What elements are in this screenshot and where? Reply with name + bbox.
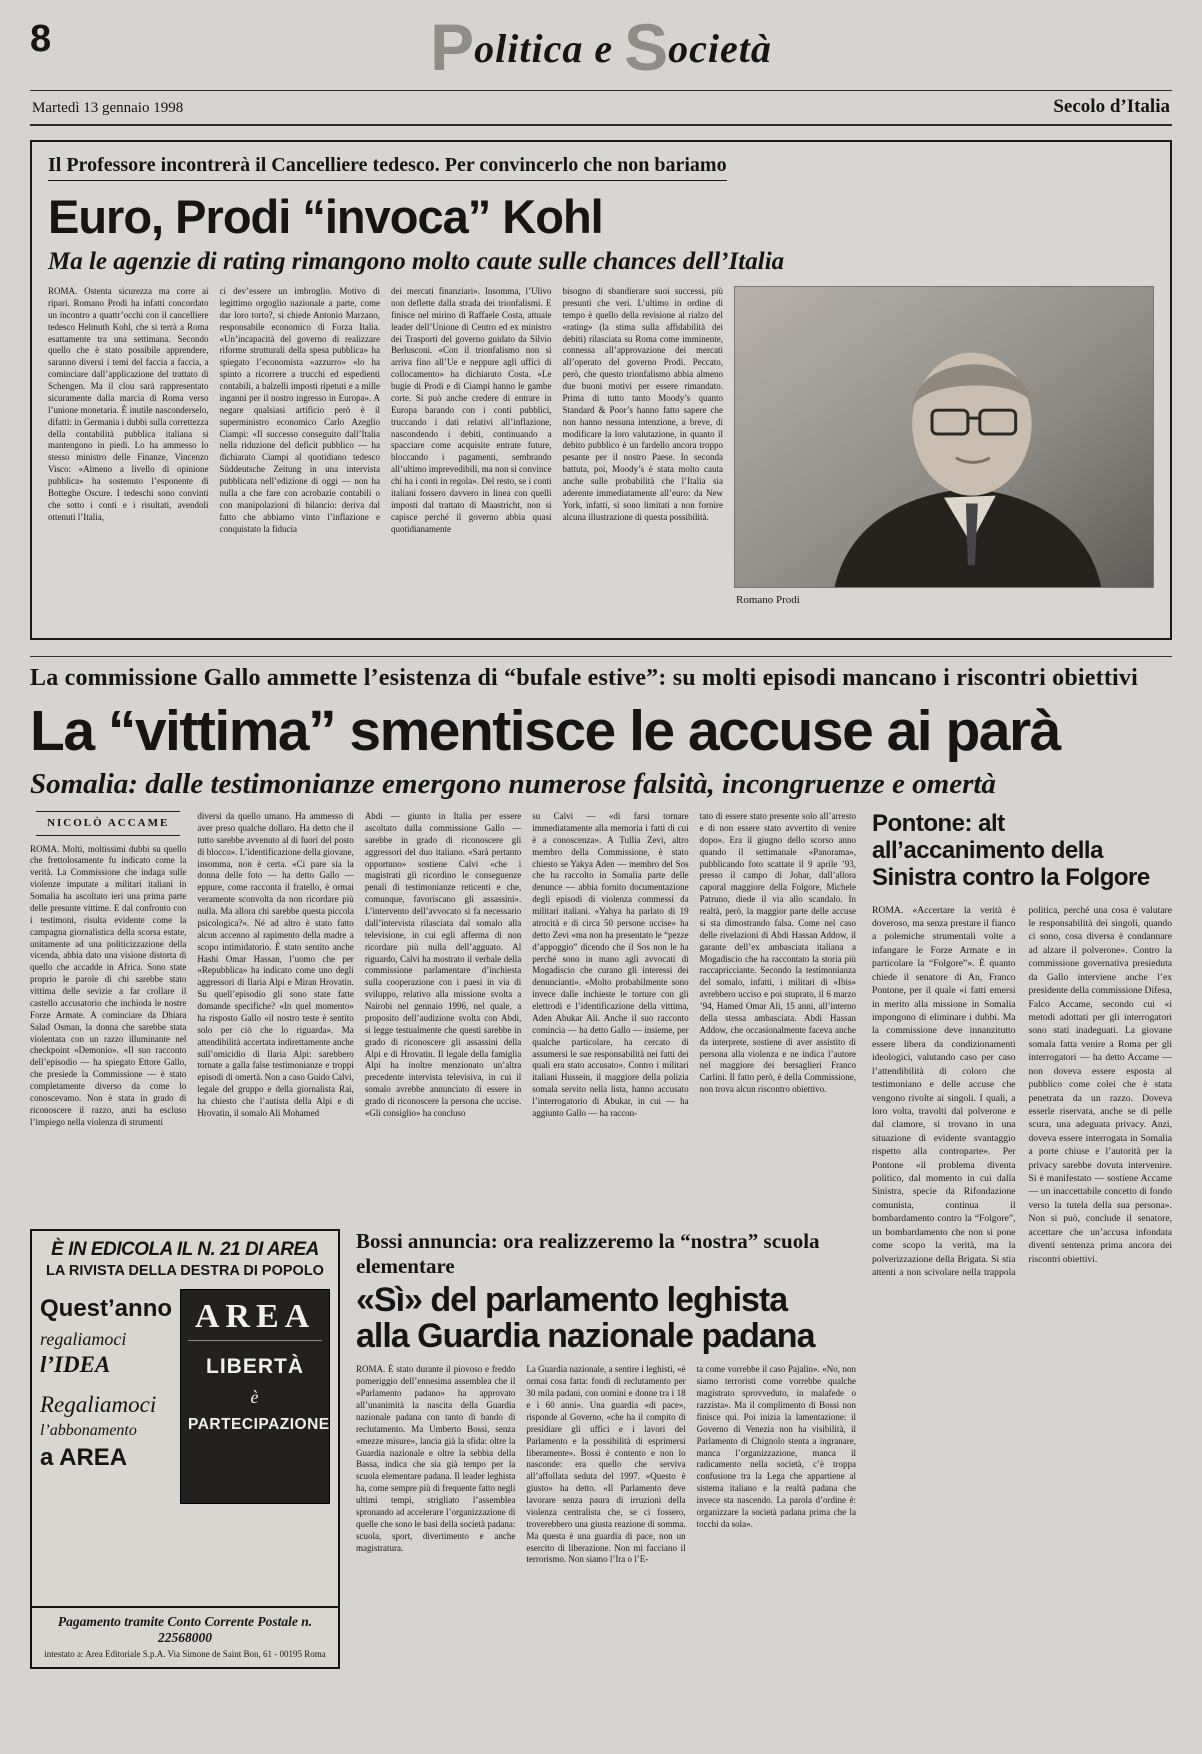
article2-subhead: Somalia: dalle testimonianze emergono numerose falsità, incongruenze e omertà <box>30 768 996 800</box>
article-bossi-guardia <box>356 1229 856 1694</box>
article2-byline: NICOLÒ ACCAME <box>36 811 180 836</box>
ad-promo-line-6: a AREA <box>40 1444 128 1471</box>
ad-payment-strip <box>32 1606 338 1667</box>
article2-column-1-text: ROMA. Molti, moltissimi dubbi su quello che frettolosamente fu indicato come la verità. La Commissione che indaga sulle violenze imputate a militari italiani in Somalia ha ascoltato ieri una prima parte delle presunte vittime. E dal confronto con i testimoni, risulta evidente come la campagna giornalistica della scorsa estate, unitamente ad una politicizzazione della vicenda, abbia dato una visione distorta di quello che accadde in Africa. Sono state proprio le parole di chi sarebbe stato vittima delle sevizie a far crollare il castello accusatorio che inchioda le nostre Forze Armate. A cominciare da Dhiara Salad Osman, la donna che sarebbe stata violentata con un razzo illuminante nel checkpoint «Demonio». «Il suo racconto dell’episodio — ha spiegato Ettore Gallo, che presiede la Commissione — è stato completamente diverso da come lo conoscevamo. Non è stata in grado di riconoscere il razzo, anzi ha escluso l’impiego nella violenza di strumenti <box>30 843 187 1127</box>
ad-headline: È IN EDICOLA IL N. 21 DI AREA <box>51 1239 319 1260</box>
prodi-photo <box>734 286 1154 588</box>
article-pontone-sidebar <box>872 811 1172 1694</box>
article2-column-4: su Calvi — «di farsi tornare immediatamente alla memoria i fatti di cui è a conoscenza». A Tullia Zevi, altro membro della Commissione, è stato chiesto se Yakya Aden — membro del Sos che ha raccolto in Somalia parte delle denunce — abbia fornito documentazione degli episodi di violenza commessi da militari italiani. «Yahya ha parlato di 19 atrocità e di circa 50 persone uccise» ha detto Zevi «ma non ha presentato le “pezze d’appoggio” dicendo che il Sos non le ha perché sono in mano agli avvocati di Mogadiscio che curano gli interessi dei denuncianti». «Molto probabilmente sono invece dalle inchieste le torture con gli elettrodi e l’identificazione della vittima, Aden Abukar Ali. Anche il suo racconto comincia — ha detto Gallo — insieme, per qualche particolare, ha cercato di assumersi le sue responsabilità nei fatti dei quali era stato accusato». Contro i militari italiani Hussein, il maggiore della polizia somala servito nella lista, hanno accusato l’interrogatorio di Abukar, in cui — ha aggiunto Gallo — ha raccon- <box>532 811 689 1118</box>
ad-promo-line-4: Regaliamoci <box>40 1392 157 1417</box>
masthead-divider-bottom <box>30 124 1172 126</box>
article1-kicker: Il Professore incontrerà il Cancelliere tedesco. Per convincerlo che non bariamo <box>48 154 727 181</box>
article3-column-2: La Guardia nazionale, a sentire i leghisti, «è ormai cosa fatta: fondi di reclutamento per 30 mila padani, con uomini e donne tra i 18 e i 60 anni». Una guardia «di pace», risponde al Governo, «che ha il compito di presidiare gli uffici e i lavori del Parlamento e la possibilità di esprimersi liberamente». Bossi è contento e non lo nasconde: era quello che serviva all’affollata seduta del 1997. «Questo è giusto» ha detto. «Il Parlamento deve lavorare senza paura di irruzioni della violenza centralista che, se ci fossero, troverebbero una giusta reazione di somma. Ma questa è una guardia di pace, non un esercito di liberazione. Non mi facciano il terrorismo. Non siamo l’Ira o l’E- <box>526 1364 686 1565</box>
article3-headline-line-1: «Sì» del parlamento leghista <box>356 1281 788 1319</box>
article-somalia-body <box>30 811 856 1213</box>
article2-column-3: Abdi — giunto in Italia per essere ascoltato dalla commissione Gallo — sarebbe in grado di riconoscere gli aggressori del duo italiano. «Sarà pertanto opportuno» sostiene Calvi «che i magistrati gli ricordino le conseguenze penali di testimonianze reticenti e che, comunque, favoriscano gli assassini». L’intervento dell’avvocato si fa necessario dall’intervista rilasciata dal somalo alla televisione, in cui egli afferma di non ricordare più nulla dell’agguato. Al riguardo, Calvi ha mostrato il verbale della commissione parlamentare d’inchiesta sulla cooperazione con i paesi in via di sviluppo, relativo alla missione svolta a Nairobi nel gennaio 1996, nel quale, a proposito dell’audizione svolta con Abdi, si legge testualmente che questi sarebbe in grado di riconoscere gli assassini della Alpi e di Hrovatin. Il legale della famiglia Alpi ha inoltre menzionato un’altra precedente intervista televisiva, in cui il somalo avrebbe annunciato di essere in grado di riconoscere la persona che uccise. «Gli consiglio» ha concluso <box>364 811 522 1118</box>
article1-headline: Euro, Prodi “invoca” Kohl <box>48 190 603 243</box>
area-magazine-cover <box>180 1289 330 1504</box>
article-somalia-header <box>30 656 1172 801</box>
area-magazine-ad <box>30 1229 340 1669</box>
cover-masthead: AREA <box>188 1298 322 1341</box>
article2-column-2: diversi da quello umano. Ha ammesso di aver preso qualche dollaro. Ha detto che il tutto sarebbe avvenuto al di fuori del posto di blocco». L’identificazione della giovane, insomma, non è certa. «Ci pare sia la donna delle foto — ha detto Gallo — eppure, come racconta il fratello, è ormai veramente sconvolta da non ricordare più nulla. Ma allora chi sarebbe questa piccola psicologica?». Né ad altro è stato fatto alcun accenno al rapimento della madre a scopo intimidatorio. È stato sentito anche Hashi Omar Hassan, l’uomo che per «Repubblica» ha indicato come uno degli aggressori di Ilaria Alpi e Miran Hrovatin. Su quell’episodio gli sono state fatte domande specifiche? «In quel momento» ha risposto Gallo «il nostro teste è sentito solo per ciò che lo riguarda». Ma attendibilità accertata indirettamente anche sull’omicidio di Ilaria Alpi: sarebbero tornate a galla false testimonianze e troppi episodi di omertà. Non a caso Guido Calvi, legale del gruppo e della giornalista Rai, ha chiesto che l’autista della Alpi e di Hrovatin, il somalo Ali Mohamed <box>197 811 354 1118</box>
ad-promo-line-1: Quest’anno <box>40 1295 173 1322</box>
article2-column-1 <box>30 811 186 1213</box>
ad-promo-line-2: regaliamoci <box>40 1329 127 1349</box>
section-initial-s: S <box>624 10 669 84</box>
article-prodi-kohl <box>30 140 1172 640</box>
ad-subheadline: LA RIVISTA DELLA DESTRA DI POPOLO <box>46 1263 324 1279</box>
article1-column-1: ROMA. Ostenta sicurezza ma corre ai ripari. Romano Prodi ha infatti concordato un incontro a quattr’occhi con il cancelliere tedesco Helmuth Kohl, che si terrà a Roma esattamente tra una settimana. Secondo quello che è stato possibile apprendere, saranno diversi i temi del faccia a faccia, a cominciare dall’applicazione del trattato di Schengen. Ma il clou sarà rappresentato sicuramente dalla marcia di Roma verso l’unione monetaria. È inutile nasconderselo, difatti: in Germania i dubbi sulla correttezza della contabilità pubblica italiana si mantengono in piedi. Lo ha ammesso lo stesso ministro delle Finanze, Vincenzo Visco: «Almeno a livello di opinione pubblica» ha sostenuto l’esponente di Botteghe Oscure. I tedeschi sono convinti che sotto i conti e i risultati, avendoli ottenuti l’Italia, <box>48 286 209 522</box>
cover-word-partecipazione: PARTECIPAZIONE <box>188 1416 330 1433</box>
section-title-mid: olitica e <box>474 26 625 71</box>
masthead <box>30 10 1172 126</box>
ad-promo-line-3: l’IDEA <box>40 1352 111 1377</box>
article3-headline <box>356 1283 856 1354</box>
ad-promo-text <box>40 1289 172 1598</box>
paper-name: Secolo d’Italia <box>1053 96 1170 117</box>
masthead-divider-top <box>30 90 1172 91</box>
section-title <box>30 10 1172 84</box>
cover-word-e: è <box>250 1387 260 1407</box>
ad-payment-line-2: intestato a: Area Editoriale S.p.A. Via Simone de Saint Bon, 61 - 00195 Roma <box>44 1649 326 1659</box>
article3-column-1: ROMA. È stato durante il piovoso e freddo pomeriggio dell’ennesima assemblea che il «Parlamento padano» ha approvato all’unanimità la nascita della Guardia nazionale padana con tanto di bando di reclutamento. Ma Umberto Bossi, senza «mezze misure», lancia già la sfida: oltre la Guardia nazionale e oltre la sebbia della Bassa, indica che sia già tempo per la scuola elementare padana. Il leader leghista ha, come sempre più di frequente fatto negli ultimi tempi, strigliato l’assemblea spronando ad accelerare l’organizzazione di quelle che sono le basi della società padana: scuola, sport, divertimento e anche magistratura. <box>356 1364 516 1553</box>
section-initial-p: P <box>430 10 475 84</box>
section-title-end: ocietà <box>668 26 772 71</box>
cover-word-liberta: LIBERTÀ <box>206 1355 305 1378</box>
article1-column-2: ci dev’essere un imbroglio. Motivo di legittimo orgoglio nazionale a parte, come dar loro torto?, si chiede Antonio Marzano, responsabile economico di Forza Italia. «Un’incapacità del governo di realizzare riforme strutturali della spesa pubblica» ha spiegato l’economista «azzurro» «lo ha spinto a ricorrere a trucchi ed espedienti contabili, a balzelli imposti ripetuti e a mille inganni per il nostro ingresso in Europa». A negare qualsiasi artificio però è il superministro economico Carlo Azeglio Ciampi: «Il successo conseguito dall’Italia nella riduzione del deficit pubblico — ha dichiarato Ciampi al quotidiano tedesco Süddeutsche Zeitung in una intervista pubblicata nell’edizione di oggi — non ha nulla a che fare con acrobazie contabili o con manipolazioni di bilancio: deriva dal fatto che abbiamo vinto l’inflazione e conquistato la fiducia <box>219 286 380 534</box>
article2-column-5: tato di essere stato presente solo all’arresto e di non essere stato avvertito di venire dopo». Era il giugno dello scorso anno quando il settimanale «Panorama», pubblicando foto scattate il 9 aprile ’93, presso il campo di Johar, dall’allora caporal maggiore della Folgore, Michele Patruno, diede il via allo scandalo. In realtà, però, la maggior parte delle accuse si sta dimostrando falsa. Come nel caso delle rivelazioni di Abdi Hassan Addow, il garante dell’ex ambasciata italiana a Mogadiscio che ha raccontato la storia più raccapricciante. Secondo la testimonianza del somalo, infatti, i militari di «Ibis» avrebbero ucciso e poi stuprato, il 6 marzo ’94, Hamed Omar Ali, 15 anni, all’interno della stessa ambasciata. Abdi Hassan Addow, che occasionalmente faceva anche da interprete, sostiene di aver assistito di persona alla violenza e ne indica l’autore nel maggiore dei bersaglieri Franco Carlini. Il fatto però, è della Commissione, non trova alcun riscontro obiettivo. <box>699 811 856 1095</box>
article3-kicker: Bossi annuncia: ora realizzeremo la “nostra” scuola elementare <box>356 1229 820 1278</box>
article1-subhead: Ma le agenzie di rating rimangono molto caute sulle chances dell’Italia <box>48 248 785 275</box>
ad-payment-line-1: Pagamento tramite Conto Corrente Postale n. 22568000 <box>57 1614 313 1645</box>
article3-column-3: ta come vorrebbe il caso Pajalin». «No, non siamo terroristi come vorrebbe qualche magistrato sprovveduto, in malafede o razzista». Ma il complimento di Bossi non finisce qui. Poi inizia la lamentazione: il Governo di Venezia non ha visibilità, il Parlamento di Chignolo stenta a ingranare, manca l’organizzazione, manca il radicamento nella società, c’è troppa confusione tra la Lega che appartiene al sistema italiano e la realtà padana che invece sta nascendo. La parola d’ordine è: organizzare la società padana prima che la tocchi da sola». <box>696 1364 856 1529</box>
article3-headline-line-2: alla Guardia nazionale padana <box>356 1316 815 1355</box>
article2-headline: La “vittima” smentisce le accuse ai parà <box>30 699 1060 763</box>
prodi-photo-caption: Romano Prodi <box>736 594 800 606</box>
article2-kicker: La commissione Gallo ammette l’esistenza di “bufale estive”: su molti episodi mancano i riscontri obiettivi <box>30 665 1138 691</box>
article1-column-3: dei mercati finanziari». Insomma, l’Ulivo non deflette dalla strada dei trionfalismi. E finisce nel mirino di Raffaele Costa, attuale leader dell’Unione di Centro ed ex ministro dei Trasporti del governo guidato da Silvio Berlusconi. «Con il trionfalismo non si arriva fino all’Ue e neppure agli uffici di collocamento» ha dichiarato Costa. «Le bugie di Prodi e di Ciampi hanno le gambe corte. Si può anche credere di entrare in Europa barando con i conti pubblici, truccando i dati relativi all’inflazione, nascondendo i debiti, continuando a spacciare come acquisite entrate future, bloccando i pagamenti, sembrando all’ultimo imprevedibili, ma non si convince chi ha i conti in regola». Del resto, se i conti italiani fossero davvero in linea con quelli imposti dal trattato di Maastricht, non si capisce perché il governo abbia quasi quotidianamente <box>391 286 552 534</box>
prodi-photo-figure <box>734 286 1154 624</box>
article1-column-4: bisogno di sbandierare suoi successi, più presunti che veri. L’ultimo in ordine di tempo è quello della revisione al rialzo del «rating» (la stima sulla affidabilità dei debiti) rilasciata su Roma come imminente, connessa all’approvazione dei mercati all’operato del governo Prodi. Peccato, però, che questo trionfalismo abbia almeno due buoni motivi per essere rimandato. Prima di tutto tanto Moody’s quanto Standard & Poor’s hanno fatto sapere che non hanno nessuna intenzione, a breve, di modificare la loro valutazione, in quanto il debito pubblico è un fardello ancora troppo pesante per il nostro Paese. In seconda battuta, poi, Moody’s è stata molto cauta anche sulle probabilità che l’Italia sia aderente immediatamente all’euro: da New York, infatti, si sono limitati a non fornire alcuna illustrazione di questa possibilità. <box>562 286 723 522</box>
ad-promo-line-5: l’abbonamento <box>40 1422 137 1439</box>
sidebar-body: ROMA. «Accertare la verità è doveroso, ma senza prestare il fianco a polemiche strumentali volte a infangare le Forze Armate e in particolare la “Folgore”». È quanto chiede il senatore di An, Franco Pontone, per il quale «i fatti emersi in merito alla missione in Somalia impongono di eliminare i dubbi. Ma la commissione deve innanzitutto essere libera da condizionamenti ideologici, valutando caso per caso l’attendibilità di coloro che testimoniano e delle accuse che vengono rivolte ai singoli. I quali, a loro volta, travolti dal polverone e dal clamore, si trovano in una situazione di evidente svantaggio rispetto alla controparte». Per Pontone «il problema diventa politico, dal momento in cui dalla Sinistra, specie da Rifondazione comunista, continua il bombardamento contro la “Folgore”, un bombardamento che non si pone come scopo la verità, ma la polverizzazione della Brigata. Si stia attenti a non scivolare nella trappola politica, perché una cosa è valutare le responsabilità dei singoli, quando ci sono, cosa diversa è condannare ad alzare il polverone». Contro la commissione governativa presieduta da Gallo interviene anche l’ex presidente della commissione Difesa, Falco Accame, secondo cui «i metodi adottati per gli interrogatori sono stati inadeguati. La giovane somala fatta venire a Roma per gli interrogatori — ha detto Accame — non doveva essere esposta al pubblico come colei che è stata penetrata da un razzo. Doveva esserle riservata, anche se di pelle scura, una adeguata privacy. Anzi, doveva essere interrogata in Somalia a porte chiuse e l’autorità per la privacy sarebbe dovuta intervenire. Si è manifestato — sostiene Accame — un inaccettabile concetto di fondo verso la tutela della sua persona». Non si può, conclude il senatore, accettare che un’accusa infondata diventi sentenza prima ancora dei riscontri obiettivi. <box>872 904 1172 1279</box>
sidebar-headline: Pontone: alt all’accanimento della Sinistra contro la Folgore <box>872 810 1150 891</box>
page-number: 8 <box>30 18 52 60</box>
edition-date: Martedì 13 gennaio 1998 <box>32 100 184 116</box>
